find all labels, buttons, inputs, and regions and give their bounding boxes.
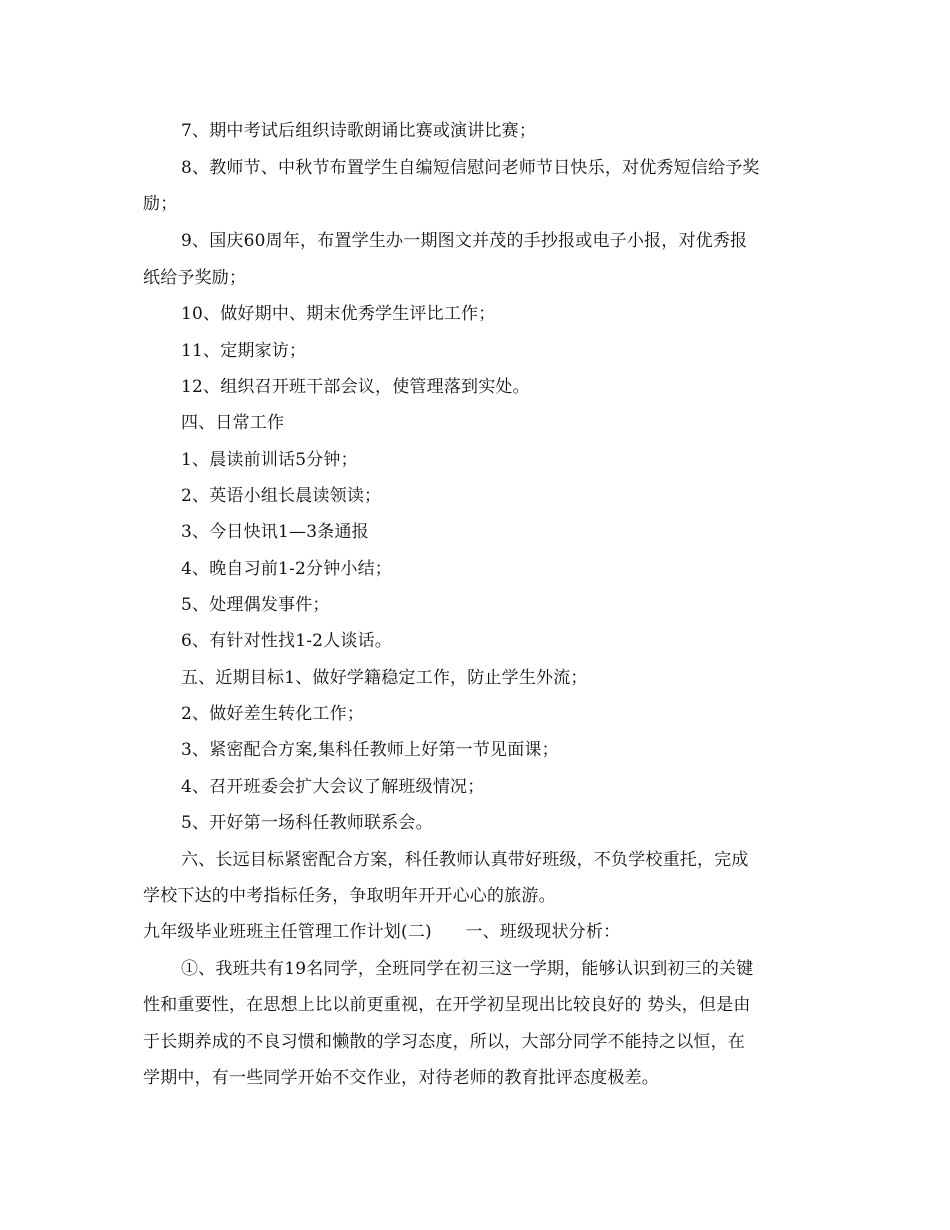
paragraph-line: 学期中，有一些同学开始不交作业，对待老师的教育批评态度极差。: [143, 1068, 659, 1088]
paragraph-line: 学校下达的中考指标任务，争取明年开开心心的旅游。: [143, 886, 556, 906]
paragraph-line: 5、处理偶发事件；: [181, 595, 330, 615]
paragraph-line: 励；: [143, 194, 178, 214]
paragraph-line: 4、召开班委会扩大会议了解班级情况；: [181, 777, 485, 797]
paragraph-line: 2、做好差生转化工作；: [181, 704, 365, 724]
paragraph-line: 5、开好第一场科任教师联系会。: [181, 813, 433, 833]
paragraph-line: 1、晨读前训话5分钟；: [181, 450, 358, 470]
paragraph-line: 3、今日快讯1—3条通报: [181, 522, 369, 542]
paragraph-line: 12、组织召开班干部会议，使管理落到实处。: [181, 377, 530, 397]
paragraph-line: 2、英语小组长晨读领读；: [181, 486, 382, 506]
document-subtitle: 九年级毕业班班主任管理工作计划(二) 一、班级现状分析：: [143, 922, 621, 942]
paragraph-line: 8、教师节、中秋节布置学生自编短信慰问老师节日快乐，对优秀短信给予奖: [181, 158, 760, 178]
paragraph-line: 纸给予奖励；: [143, 268, 247, 288]
paragraph-line: 性和重要性，在思想上比以前更重视，在开学初呈现出比较良好的 势头，但是由: [143, 995, 751, 1015]
paragraph-line: 9、国庆60周年，布置学生办一期图文并茂的手抄报或电子小报，对优秀报: [181, 231, 748, 251]
section-heading: 五、近期目标1、做好学籍稳定工作，防止学生外流；: [181, 668, 588, 688]
paragraph-line: 11、定期家访；: [181, 341, 307, 361]
paragraph-line: 于长期养成的不良习惯和懒散的学习态度，所以，大部分同学不能持之以恒，在: [143, 1032, 745, 1052]
section-heading: 六、长远目标紧密配合方案，科任教师认真带好班级，不负学校重托，完成: [181, 850, 749, 870]
paragraph-line: 6、有针对性找1-2人谈话。: [181, 631, 392, 651]
paragraph-line: ①、我班共有19名同学，全班同学在初三这一学期，能够认识到初三的关键: [181, 959, 754, 979]
section-heading: 四、日常工作: [181, 413, 285, 433]
paragraph-line: 3、紧密配合方案,集科任教师上好第一节见面课；: [181, 740, 559, 760]
paragraph-line: 4、晚自习前1-2分钟小结；: [181, 559, 392, 579]
paragraph-line: 10、做好期中、期末优秀学生评比工作；: [181, 304, 496, 324]
paragraph-line: 7、期中考试后组织诗歌朗诵比赛或演讲比赛；: [181, 121, 537, 141]
